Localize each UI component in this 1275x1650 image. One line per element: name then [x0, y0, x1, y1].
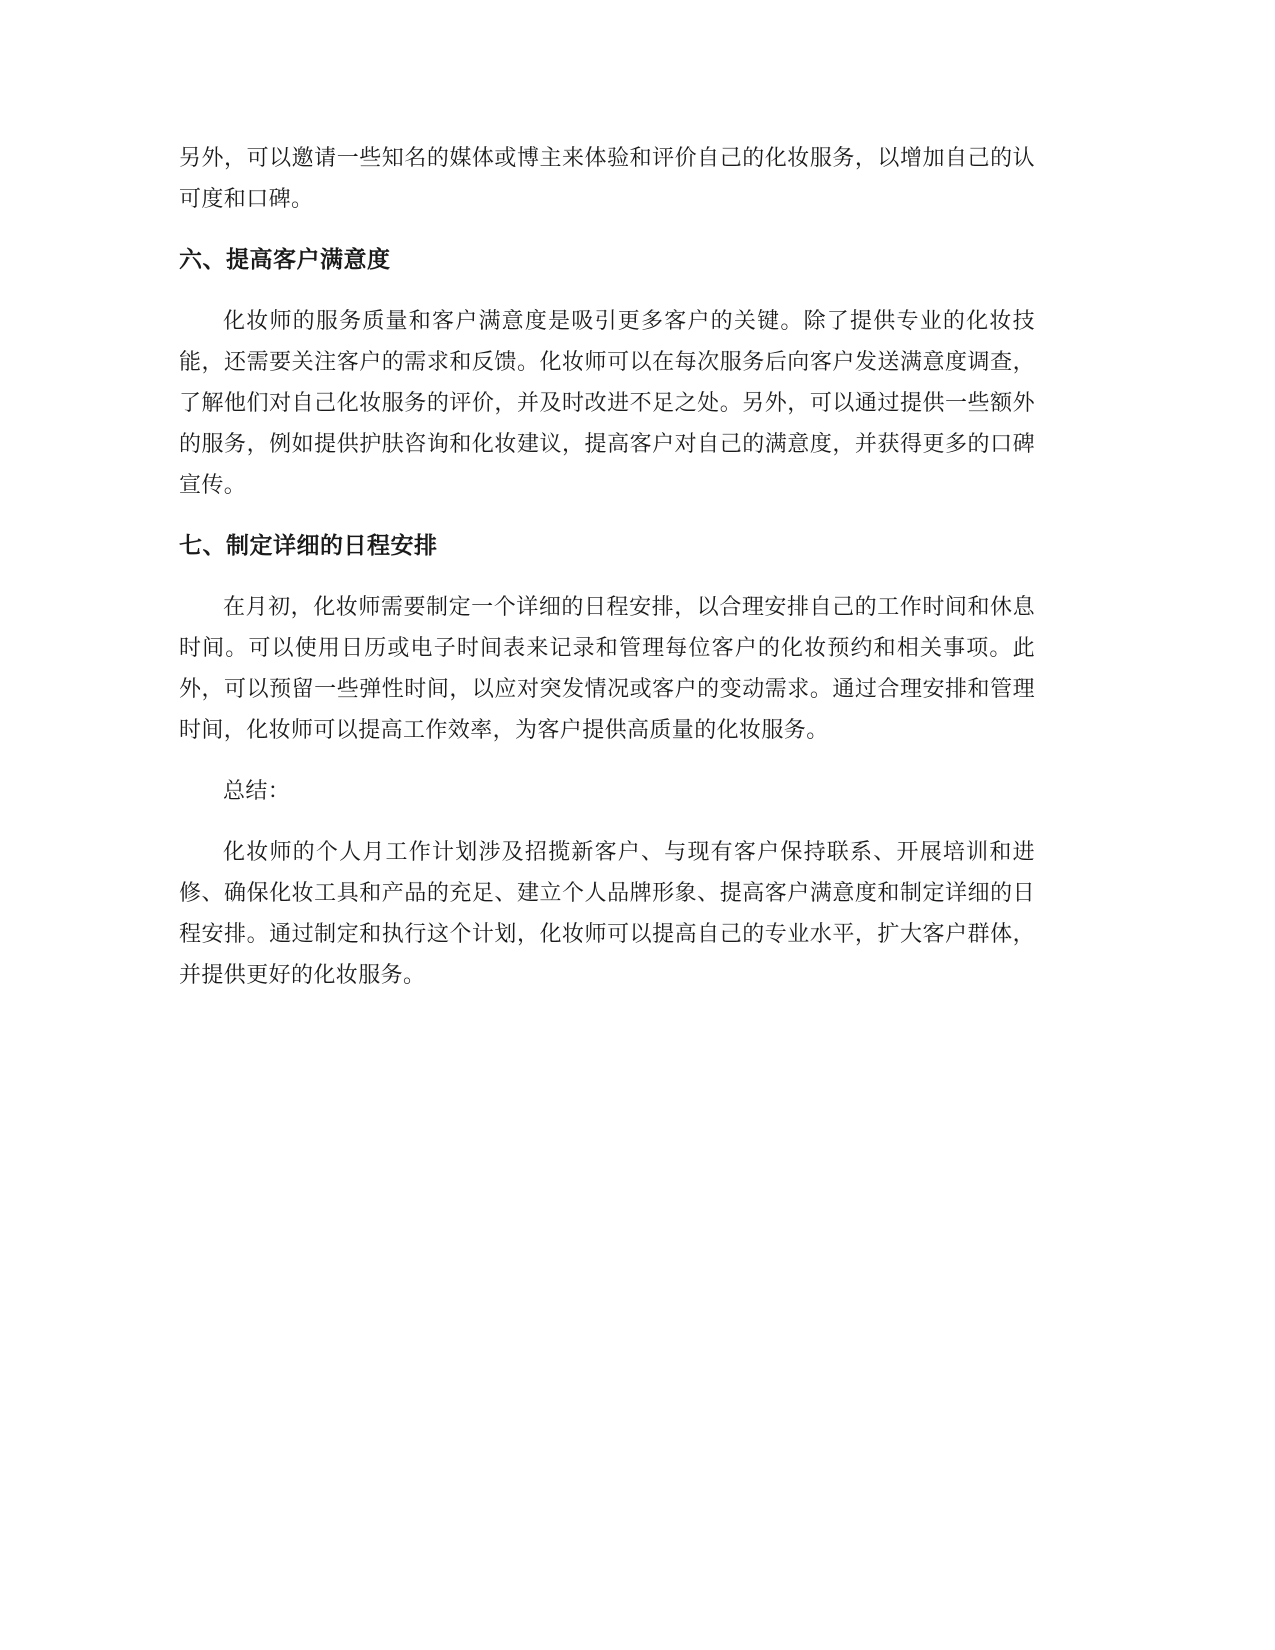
summary-label: 总结： [223, 779, 291, 804]
paragraph-schedule: 在月初，化妆师需要制定一个详细的日程安排，以合理安排自己的工作时间和休息时间。可以使用日历或电子时间表来记录和管理每位客户的化妆预约和相关事项。此外，可以预留一些弹性时间，以应对突发情况或客户的变动需求。通过合理安排和管理时间，化妆师可以提高工作效率，为客户提供高质量的化妆服务。 [179, 595, 1035, 743]
paragraph-summary: 化妆师的个人月工作计划涉及招揽新客户、与现有客户保持联系、开展培训和进修、确保化妆工具和产品的充足、建立个人品牌形象、提高客户满意度和制定详细的日程安排。通过制定和执行这个计划，化妆师可以提高自己的专业水平，扩大客户群体，并提供更好的化妆服务。 [179, 840, 1035, 988]
section-heading-schedule: 七、制定详细的日程安排 [179, 533, 438, 559]
section-heading-customer-satisfaction: 六、提高客户满意度 [179, 247, 391, 273]
paragraph-customer-satisfaction: 化妆师的服务质量和客户满意度是吸引更多客户的关键。除了提供专业的化妆技能，还需要关注客户的需求和反馈。化妆师可以在每次服务后向客户发送满意度调查，了解他们对自己化妆服务的评价，并及时改进不足之处。另外，可以通过提供一些额外的服务，例如提供护肤咨询和化妆建议，提高客户对自己的满意度，并获得更多的口碑宣传。 [179, 309, 1035, 498]
paragraph-media-invite: 另外，可以邀请一些知名的媒体或博主来体验和评价自己的化妆服务，以增加自己的认可度和口碑。 [179, 146, 1035, 212]
document-page [179, 138, 1035, 1016]
